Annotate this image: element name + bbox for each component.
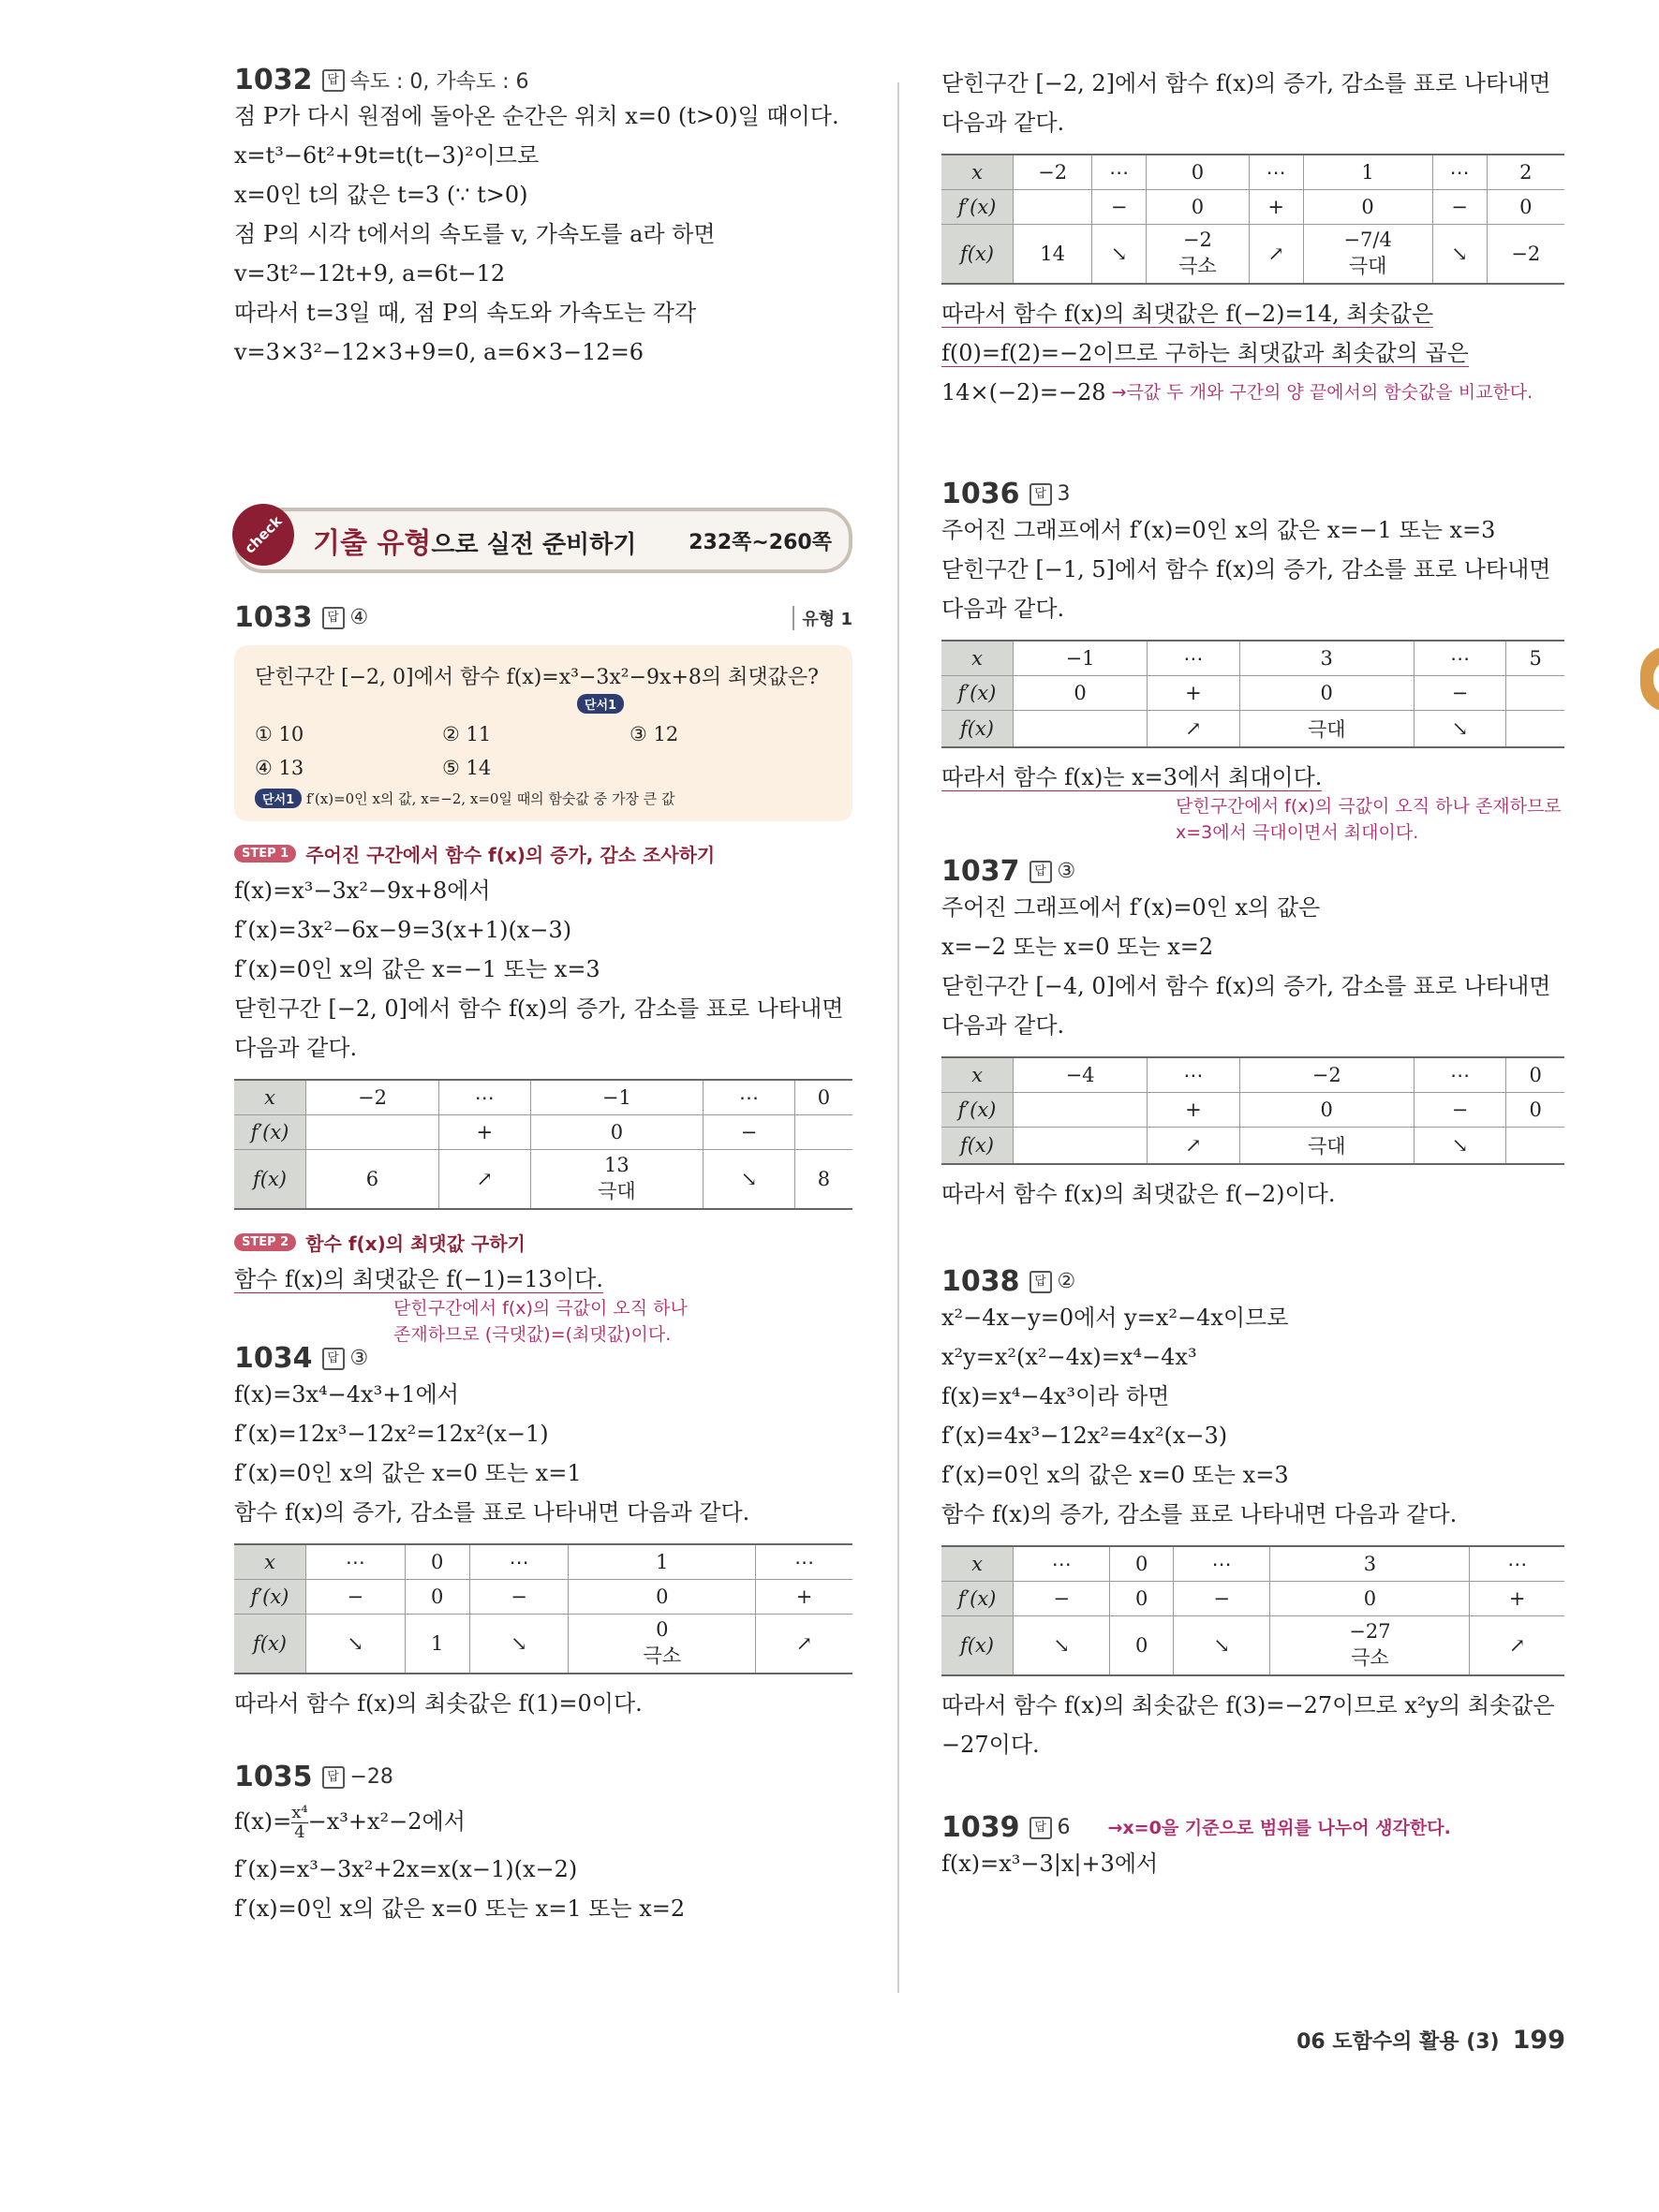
- problem-1033-header: [234, 601, 852, 634]
- table-cell: 3: [1270, 1546, 1470, 1582]
- table-cell: +: [1148, 1093, 1240, 1128]
- problem-number: 1036: [941, 478, 1020, 510]
- variation-table: [234, 1543, 852, 1674]
- table-cell: ⋯: [1092, 155, 1147, 190]
- row-header: x: [941, 1057, 1014, 1093]
- answer-icon: 답: [1029, 1817, 1052, 1839]
- text-line: f′(x)=x³−3x²+2x=x(x−1)(x−2): [234, 1856, 578, 1882]
- question-text: 닫힌구간 [−2, 0]에서 함수 f(x)=x³−3x²−9x+8의 최댓값은?: [255, 666, 819, 689]
- answer: 답 ③: [322, 1347, 369, 1370]
- problem-number: 1039: [941, 1811, 1020, 1844]
- problem-number: 1034: [234, 1342, 313, 1375]
- text-line: f′(x)=0인 x의 값은 x=0 또는 x=3: [941, 1462, 1289, 1488]
- table-cell: 1: [1303, 155, 1432, 190]
- table-cell: ⋯: [1148, 1057, 1240, 1093]
- choice: ③ 12: [630, 723, 679, 745]
- table-cell: +: [756, 1580, 852, 1615]
- table-cell: 0: [1506, 1057, 1564, 1093]
- step-2-heading: STEP 2 함수 f(x)의 최댓값 구하기: [234, 1229, 852, 1256]
- table-cell: 0: [1303, 190, 1432, 225]
- row-header: f′(x): [941, 1093, 1014, 1128]
- row-header: x: [941, 1546, 1014, 1582]
- row-header: x: [234, 1544, 306, 1580]
- table-cell: −: [1432, 190, 1487, 225]
- choice: ① 10: [255, 723, 304, 745]
- row-header: f(x): [941, 1128, 1014, 1165]
- text-line: 다음과 같다.: [234, 1035, 358, 1061]
- table-cell: ↗: [1148, 1128, 1240, 1165]
- table-cell: +: [438, 1115, 530, 1150]
- table-cell: ↗: [1470, 1616, 1564, 1676]
- table-cell: −: [1014, 1582, 1110, 1616]
- table-row: [941, 1128, 1564, 1165]
- answer-icon: 답: [1029, 483, 1052, 506]
- problem-number: 1032: [234, 64, 313, 96]
- table-cell: −2: [1487, 225, 1564, 285]
- text-line: f(x)=x³−3|x|+3에서: [941, 1851, 1159, 1877]
- table-cell: 0: [569, 1580, 756, 1615]
- table-cell: [1506, 711, 1564, 748]
- table-cell: ↗: [1148, 711, 1240, 748]
- text-line: 주어진 그래프에서 f′(x)=0인 x의 값은 x=−1 또는 x=3: [941, 517, 1496, 543]
- table-cell: 극대: [1239, 711, 1414, 748]
- table-cell: ⋯: [1173, 1546, 1269, 1582]
- table-cell: −2 극소: [1147, 225, 1250, 285]
- table-cell: ↘: [1432, 225, 1487, 285]
- answer-icon: 답: [322, 1766, 345, 1789]
- problem-1039-header: [941, 1811, 1564, 1844]
- table-cell: −: [469, 1580, 569, 1615]
- table-cell: −1: [1014, 641, 1148, 676]
- table-cell: 0: [1110, 1616, 1174, 1676]
- table-cell: ↘: [704, 1150, 795, 1210]
- answer-icon: 답: [322, 1348, 345, 1370]
- page-footer: [1296, 2026, 1565, 2055]
- text-line: v=3t²−12t+9, a=6t−12: [234, 260, 506, 287]
- row-header: f(x): [234, 1615, 306, 1674]
- question-box: [234, 645, 852, 821]
- check-badge: check: [219, 491, 306, 578]
- problem-number: 1035: [234, 1761, 313, 1793]
- table-cell: −: [704, 1115, 795, 1150]
- table-cell: 0: [1147, 190, 1250, 225]
- step-1-heading: STEP 1 주어진 구간에서 함수 f(x)의 증가, 감소 조사하기: [234, 840, 852, 867]
- table-cell: −4: [1014, 1057, 1148, 1093]
- table-cell: 6: [306, 1150, 439, 1210]
- row-header: x: [941, 155, 1014, 190]
- table-cell: +: [1249, 190, 1303, 225]
- table-cell: 14: [1014, 225, 1092, 285]
- text-line: 함수 f(x)의 증가, 감소를 표로 나타내면 다음과 같다.: [234, 1499, 750, 1526]
- text-line: f′(x)=0인 x의 값은 x=0 또는 x=1: [234, 1460, 582, 1486]
- table-cell: ↘: [1414, 1128, 1506, 1165]
- table-cell: ⋯: [704, 1080, 795, 1115]
- table-row: [941, 1582, 1564, 1616]
- table-row: [941, 711, 1564, 748]
- problem-1035-header: [234, 1761, 852, 1793]
- page-number: 199: [1512, 2026, 1565, 2055]
- chapter-tab: [1640, 646, 1659, 712]
- table-cell: [1014, 1093, 1148, 1128]
- answer-icon: 답: [322, 69, 345, 92]
- table-cell: 0: [405, 1544, 469, 1580]
- table-cell: 0: [1506, 1093, 1564, 1128]
- answer: 답 ②: [1029, 1270, 1076, 1293]
- table-row: [941, 1616, 1564, 1676]
- table-cell: 0: [1014, 676, 1148, 711]
- table-cell: 1: [405, 1615, 469, 1674]
- text-line: x²y=x²(x²−4x)=x⁴−4x³: [941, 1344, 1197, 1370]
- table-row: [941, 225, 1564, 285]
- table-cell: 5: [1506, 641, 1564, 676]
- problem-number: 1038: [941, 1265, 1020, 1298]
- answer-icon: 답: [1029, 1271, 1052, 1293]
- text-line: x=0인 t의 값은 t=3 (∵ t>0): [234, 182, 528, 208]
- table-cell: 0: [1270, 1582, 1470, 1616]
- table-cell: 0: [1487, 190, 1564, 225]
- table-cell: −: [306, 1580, 406, 1615]
- section-banner: [234, 508, 852, 573]
- text-line: 주어진 그래프에서 f′(x)=0인 x의 값은: [941, 894, 1321, 921]
- text-line: v=3×3²−12×3+9=0, a=6×3−12=6: [234, 339, 644, 365]
- table-cell: ⋯: [306, 1544, 406, 1580]
- row-header: f′(x): [941, 1582, 1014, 1616]
- table-cell: 0: [1110, 1582, 1174, 1616]
- table-cell: ↗: [756, 1615, 852, 1674]
- table-cell: ↗: [438, 1150, 530, 1210]
- table-cell: 0: [1147, 155, 1250, 190]
- table-row: [941, 1057, 1564, 1093]
- table-cell: ⋯: [438, 1080, 530, 1115]
- answer: 답 ④: [322, 606, 369, 629]
- table-cell: −: [1173, 1582, 1269, 1616]
- text-line: 따라서 t=3일 때, 점 P의 속도와 가속도는 각각: [234, 300, 697, 326]
- left-column: [234, 64, 852, 1928]
- table-row: [941, 1546, 1564, 1582]
- text-line: f′(x)=3x²−6x−9=3(x+1)(x−3): [234, 917, 572, 943]
- table-cell: ⋯: [469, 1544, 569, 1580]
- table-row: [941, 155, 1564, 190]
- table-cell: ⋯: [1148, 641, 1240, 676]
- table-row: [234, 1615, 852, 1674]
- table-cell: −2: [1014, 155, 1092, 190]
- problem-number: 1033: [234, 601, 313, 634]
- variation-table: [941, 1545, 1564, 1676]
- text-line: f′(x)=4x³−12x²=4x²(x−3): [941, 1423, 1228, 1449]
- text-line: 함수 f(x)의 증가, 감소를 표로 나타내면 다음과 같다.: [941, 1501, 1458, 1527]
- right-column: [941, 64, 1564, 1883]
- table-cell: ↘: [469, 1615, 569, 1674]
- choices: [255, 717, 834, 785]
- table-cell: 0: [1239, 1093, 1414, 1128]
- answer: 답 속도 : 0, 가속도 : 6: [322, 66, 529, 95]
- problem-number: 1037: [941, 855, 1020, 888]
- problem-1037-header: [941, 855, 1564, 888]
- table-cell: 0: [794, 1080, 852, 1115]
- table-cell: 0: [1239, 676, 1414, 711]
- table-cell: −: [1414, 1093, 1506, 1128]
- row-header: f′(x): [234, 1115, 306, 1150]
- conclusion: 따라서 함수 f(x)의 최솟값은 f(1)=0이다.: [234, 1690, 643, 1717]
- text-line: f′(x)=0인 x의 값은 x=0 또는 x=1 또는 x=2: [234, 1895, 686, 1922]
- table-cell: +: [1148, 676, 1240, 711]
- table-cell: ↘: [1414, 711, 1506, 748]
- text-line: x=−2 또는 x=0 또는 x=2: [941, 934, 1214, 960]
- row-header: x: [941, 641, 1014, 676]
- table-cell: −27 극소: [1270, 1616, 1470, 1676]
- variation-table: [234, 1079, 852, 1210]
- fraction: $\frac{\text{x⁴}}{4}$: [291, 1803, 308, 1842]
- chapter-title: 06 도함수의 활용 (3): [1296, 2030, 1500, 2054]
- table-cell: ⋯: [1249, 155, 1303, 190]
- banner-pages: 232쪽~260쪽: [689, 530, 832, 554]
- row-header: f(x): [941, 1616, 1014, 1676]
- table-cell: 2: [1487, 155, 1564, 190]
- side-note: →x=0을 기준으로 범위를 나누어 생각한다.: [1107, 1817, 1451, 1838]
- hint-tag: 단서1: [577, 694, 624, 714]
- answer-icon: 답: [1029, 861, 1052, 883]
- text-line: 닫힌구간 [−1, 5]에서 함수 f(x)의 증가, 감소를 표로 나타내면: [941, 556, 1551, 582]
- text-line: 다음과 같다.: [941, 1012, 1065, 1039]
- text-line: f(x)=x³−3x²−9x+8에서: [234, 877, 491, 904]
- side-note: 닫힌구간에서 f(x)의 극값이 오직 하나 존재하므로 (극댓값)=(최댓값)이다.: [393, 1298, 688, 1345]
- row-header: f′(x): [941, 676, 1014, 711]
- text-line: f(x)=x⁴−4x³이라 하면: [941, 1383, 1170, 1409]
- text-line: 다음과 같다.: [941, 110, 1065, 136]
- table-cell: 0 극소: [569, 1615, 756, 1674]
- side-note: 닫힌구간에서 f(x)의 극값이 오직 하나 존재하므로 x=3에서 극대이면서 최대이다.: [1176, 796, 1562, 843]
- text-line: 점 P의 시각 t에서의 속도를 v, 가속도를 a라 하면: [234, 221, 716, 247]
- text-line: 다음과 같다.: [941, 596, 1065, 622]
- table-cell: ↗: [1249, 225, 1303, 285]
- table-cell: [1014, 1128, 1148, 1165]
- table-row: [941, 190, 1564, 225]
- answer: 답 ③: [1029, 860, 1076, 883]
- text-line: f(x)=3x⁴−4x³+1에서: [234, 1381, 459, 1408]
- table-row: [234, 1080, 852, 1115]
- text-line: f(x)= $\frac{\text{x⁴}}{4}$ −x³+x²−2에서: [234, 1803, 466, 1842]
- table-cell: [306, 1115, 439, 1150]
- text-line: 닫힌구간 [−2, 2]에서 함수 f(x)의 증가, 감소를 표로 나타내면: [941, 70, 1551, 96]
- row-header: f′(x): [234, 1580, 306, 1615]
- text-line: 닫힌구간 [−4, 0]에서 함수 f(x)의 증가, 감소를 표로 나타내면: [941, 973, 1551, 999]
- table-cell: ⋯: [1414, 641, 1506, 676]
- problem-1032-header: [234, 64, 852, 96]
- variation-table: [941, 640, 1564, 748]
- text-line: x=t³−6t²+9t=t(t−3)²이므로: [234, 142, 540, 169]
- text-line: 점 P가 다시 원점에 돌아온 순간은 위치 x=0 (t>0)일 때이다.: [234, 103, 839, 129]
- text-line: f′(x)=12x³−12x²=12x²(x−1): [234, 1421, 549, 1447]
- conclusion: 따라서 함수 f(x)의 최댓값은 f(−2)=14, 최솟값은: [941, 301, 1434, 327]
- row-header: f′(x): [941, 190, 1014, 225]
- table-cell: [1014, 711, 1148, 748]
- table-cell: ⋯: [1432, 155, 1487, 190]
- table-cell: 3: [1239, 641, 1414, 676]
- table-cell: ⋯: [1414, 1057, 1506, 1093]
- text-line: 닫힌구간 [−2, 0]에서 함수 f(x)의 증가, 감소를 표로 나타내면: [234, 995, 844, 1022]
- table-cell: −7/4 극대: [1303, 225, 1432, 285]
- text-line: f′(x)=0인 x의 값은 x=−1 또는 x=3: [234, 956, 600, 982]
- table-row: [234, 1115, 852, 1150]
- row-header: f(x): [941, 711, 1014, 748]
- table-row: [941, 676, 1564, 711]
- row-header: f(x): [234, 1150, 306, 1210]
- table-cell: ⋯: [1470, 1546, 1564, 1582]
- table-cell: +: [1470, 1582, 1564, 1616]
- conclusion: 따라서 함수 f(x)의 최솟값은 f(3)=−27이므로 x²y의 최솟값은: [941, 1692, 1555, 1718]
- column-divider: [897, 82, 899, 1993]
- table-cell: −2: [306, 1080, 439, 1115]
- conclusion: 따라서 함수 f(x)는 x=3에서 최대이다.: [941, 764, 1323, 790]
- choice: ⑤ 14: [442, 757, 492, 779]
- row-header: x: [234, 1080, 306, 1115]
- table-cell: 1: [569, 1544, 756, 1580]
- table-cell: 0: [1110, 1546, 1174, 1582]
- table-cell: 8: [794, 1150, 852, 1210]
- table-cell: −2: [1239, 1057, 1414, 1093]
- table-cell: 13 극대: [530, 1150, 704, 1210]
- conclusion: 따라서 함수 f(x)의 최댓값은 f(−2)이다.: [941, 1181, 1336, 1207]
- table-cell: −: [1092, 190, 1147, 225]
- problem-1036-header: [941, 478, 1564, 510]
- variation-table: [941, 1056, 1564, 1165]
- table-row: [234, 1544, 852, 1580]
- answer: 답 −28: [322, 1765, 393, 1789]
- text-line: x²−4x−y=0에서 y=x²−4x이므로: [941, 1305, 1289, 1331]
- table-cell: 극대: [1239, 1128, 1414, 1165]
- table-cell: ⋯: [756, 1544, 852, 1580]
- problem-1038-header: [941, 1265, 1564, 1298]
- table-cell: [794, 1115, 852, 1150]
- type-badge: 유형 1: [792, 606, 852, 630]
- table-cell: ↘: [1092, 225, 1147, 285]
- choice: ④ 13: [255, 757, 304, 779]
- table-cell: ⋯: [1014, 1546, 1110, 1582]
- row-header: f(x): [941, 225, 1014, 285]
- conclusion: f(0)=f(2)=−2이므로 구하는 최댓값과 최솟값의 곱은: [941, 340, 1469, 366]
- table-row: [941, 1093, 1564, 1128]
- table-cell: ↘: [1173, 1616, 1269, 1676]
- table-row: [234, 1150, 852, 1210]
- side-note: →극값 두 개와 구간의 양 끝에서의 함숫값을 비교한다.: [1111, 382, 1533, 403]
- hint-line: 단서1 f′(x)=0인 x의 값, x=−2, x=0일 때의 함숫값 중 가장 큰 값: [255, 789, 834, 808]
- table-cell: 0: [530, 1115, 704, 1150]
- variation-table: [941, 154, 1564, 285]
- table-cell: −1: [530, 1080, 704, 1115]
- table-cell: ↘: [306, 1615, 406, 1674]
- table-cell: [1506, 676, 1564, 711]
- conclusion: −27이다.: [941, 1732, 1040, 1758]
- table-row: [941, 641, 1564, 676]
- table-cell: [1506, 1128, 1564, 1165]
- conclusion: 14×(−2)=−28 →극값 두 개와 구간의 양 끝에서의 함숫값을 비교한다.: [941, 379, 1533, 406]
- choice: ② 11: [442, 723, 492, 745]
- answer-icon: 답: [322, 607, 345, 629]
- table-cell: ↘: [1014, 1616, 1110, 1676]
- conclusion: 함수 f(x)의 최댓값은 f(−1)=13이다.: [234, 1266, 603, 1292]
- table-cell: 0: [405, 1580, 469, 1615]
- banner-title: 기출 유형으로 실전 준비하기: [313, 527, 637, 560]
- answer: 답 3: [1029, 482, 1071, 506]
- table-row: [234, 1580, 852, 1615]
- answer: 답 6: [1029, 1816, 1071, 1839]
- table-cell: [1014, 190, 1092, 225]
- table-cell: −: [1414, 676, 1506, 711]
